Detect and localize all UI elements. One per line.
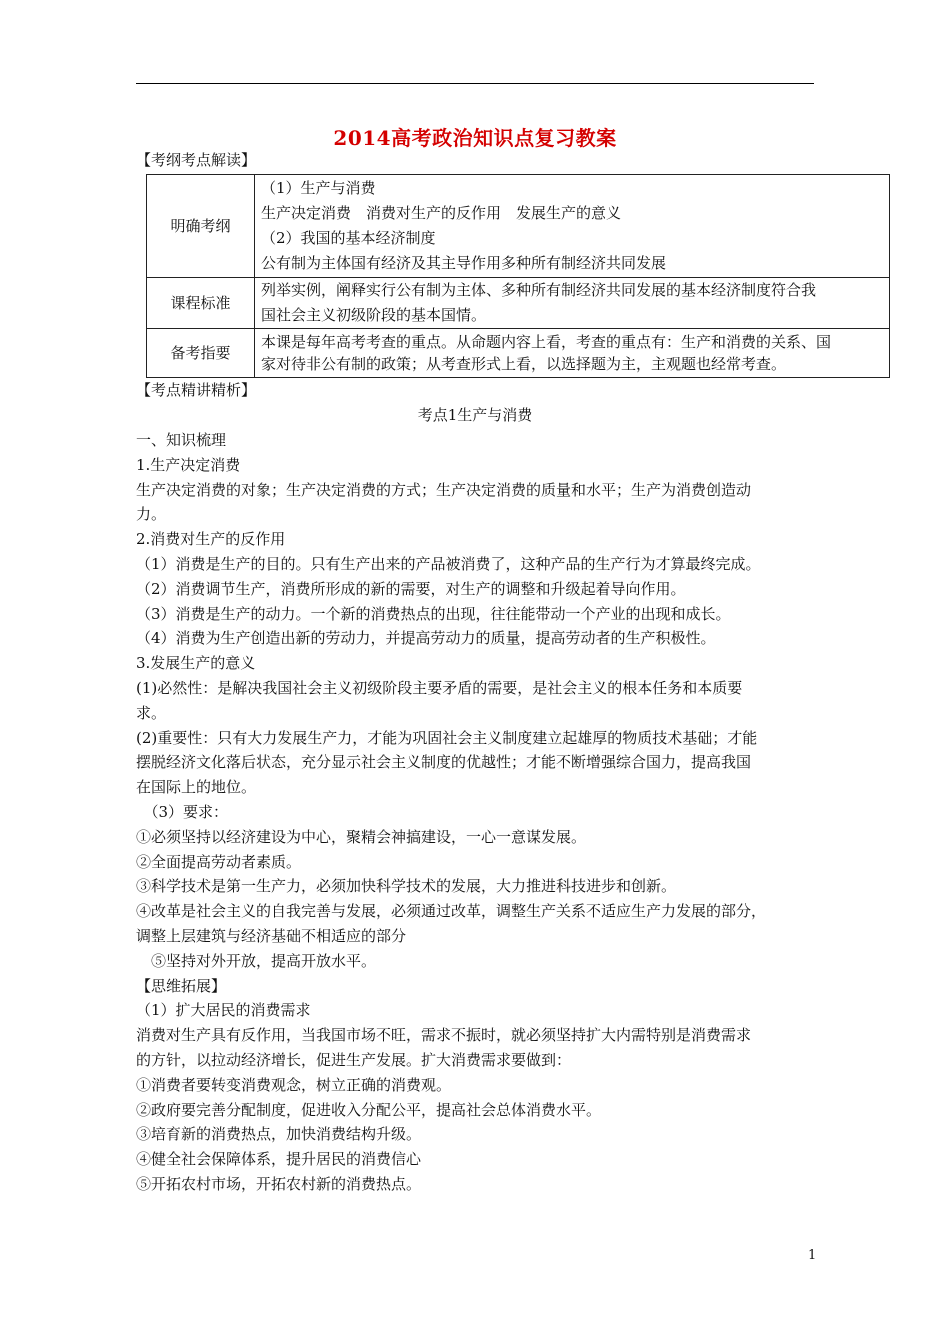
- body-line: 1.生产决定消费: [136, 456, 241, 474]
- cell-line: 公有制为主体国有经济及其主导作用多种所有制经济共同发展: [261, 254, 667, 272]
- cell-line: 国社会主义初级阶段的基本国情。: [261, 306, 487, 324]
- body-line: 3.发展生产的意义: [136, 654, 256, 672]
- body-line: ②政府要完善分配制度，促进收入分配公平，提高社会总体消费水平。: [136, 1101, 602, 1119]
- header-rule: [136, 83, 814, 84]
- body-line: 2.消费对生产的反作用: [136, 530, 286, 548]
- body-line: （1）扩大居民的消费需求: [136, 1001, 311, 1019]
- body-line: 一、知识梳理: [136, 431, 227, 449]
- body-line: （1）消费是生产的目的。只有生产出来的产品被消费了，这种产品的生产行为才算最终完成。: [136, 555, 761, 573]
- page-number-text: 1: [808, 1248, 817, 1263]
- body-line: ⑤坚持对外开放，提高开放水平。: [136, 952, 377, 970]
- row-label: 备考指要: [147, 329, 255, 378]
- kaodian-title: 考点1生产与消费: [417, 406, 533, 424]
- body-line: ③科学技术是第一生产力，必须加快科学技术的发展，大力推进科技进步和创新。: [136, 877, 677, 895]
- body-line: 力。: [136, 505, 167, 523]
- row-label: 课程标准: [147, 278, 255, 329]
- body-line: (1)必然性：是解决我国社会主义初级阶段主要矛盾的需要，是社会主义的根本任务和本质要: [136, 679, 743, 697]
- body-line: ④改革是社会主义的自我完善与发展，必须通过改革，调整生产关系不适应生产力发展的部分，: [136, 902, 767, 920]
- document-title: 2014高考政治知识点复习教案: [333, 126, 617, 150]
- body-line: ②全面提高劳动者素质。: [136, 853, 302, 871]
- row-content: [255, 278, 890, 329]
- body-line: 摆脱经济文化落后状态，充分显示社会主义制度的优越性；才能不断增强综合国力，提高我国: [136, 753, 752, 771]
- body-line: ④健全社会保障体系，提升居民的消费信心: [136, 1150, 422, 1168]
- cell-line: 本课是每年高考考查的重点。从命题内容上看，考查的重点有：生产和消费的关系、国: [261, 333, 832, 351]
- cell-line: 生产决定消费 消费对生产的反作用 发展生产的意义: [261, 204, 622, 222]
- body-line: （3）要求：: [136, 803, 229, 821]
- body-line: ③培育新的消费热点，加快消费结构升级。: [136, 1125, 422, 1143]
- body-line: （2）消费调节生产，消费所形成的新的需要，对生产的调整和升级起着导向作用。: [136, 580, 686, 598]
- cell-line: 列举实例，阐释实行公有制为主体、多种所有制经济共同发展的基本经济制度符合我: [261, 281, 817, 299]
- cell-line: 家对待非公有制的政策；从考查形式上看，以选择题为主，主观题也经常考查。: [261, 355, 787, 373]
- body-line: 生产决定消费的对象；生产决定消费的方式；生产决定消费的质量和水平；生产为消费创造动: [136, 481, 752, 499]
- body-line: （4）消费为生产创造出新的劳动力，并提高劳动力的质量，提高劳动者的生产积极性。: [136, 629, 716, 647]
- section-heading-kaogang: 【考纲考点解读】: [136, 151, 257, 169]
- table-row: [147, 278, 890, 329]
- body-line: 消费对生产具有反作用，当我国市场不旺，需求不振时，就必须坚持扩大内需特别是消费需求: [136, 1026, 752, 1044]
- section-heading-jingjiang: 【考点精讲精析】: [136, 381, 257, 399]
- table-row: [147, 175, 890, 278]
- cell-line: （2）我国的基本经济制度: [261, 229, 436, 247]
- cell-line: （1）生产与消费: [261, 179, 376, 197]
- kaogang-table: [146, 174, 890, 378]
- body-line: ①消费者要转变消费观念，树立正确的消费观。: [136, 1076, 452, 1094]
- row-content: [255, 175, 890, 278]
- body-line: ⑤开拓农村市场，开拓农村新的消费热点。: [136, 1175, 422, 1193]
- body-line: 【思维拓展】: [136, 977, 227, 995]
- body-line: 求。: [136, 704, 167, 722]
- body-line: ①必须坚持以经济建设为中心，聚精会神搞建设，一心一意谋发展。: [136, 828, 587, 846]
- row-label: 明确考纲: [147, 175, 255, 278]
- body-line: （3）消费是生产的动力。一个新的消费热点的出现，往往能带动一个产业的出现和成长。: [136, 605, 731, 623]
- body-line: 的方针，以拉动经济增长，促进生产发展。扩大消费需求要做到：: [136, 1051, 572, 1069]
- table-row: [147, 329, 890, 378]
- body-line: (2)重要性：只有大力发展生产力，才能为巩固社会主义制度建立起雄厚的物质技术基础；才能: [136, 729, 758, 747]
- body-line: 在国际上的地位。: [136, 778, 257, 796]
- row-content: [255, 329, 890, 378]
- body-line: 调整上层建筑与经济基础不相适应的部分: [136, 927, 407, 945]
